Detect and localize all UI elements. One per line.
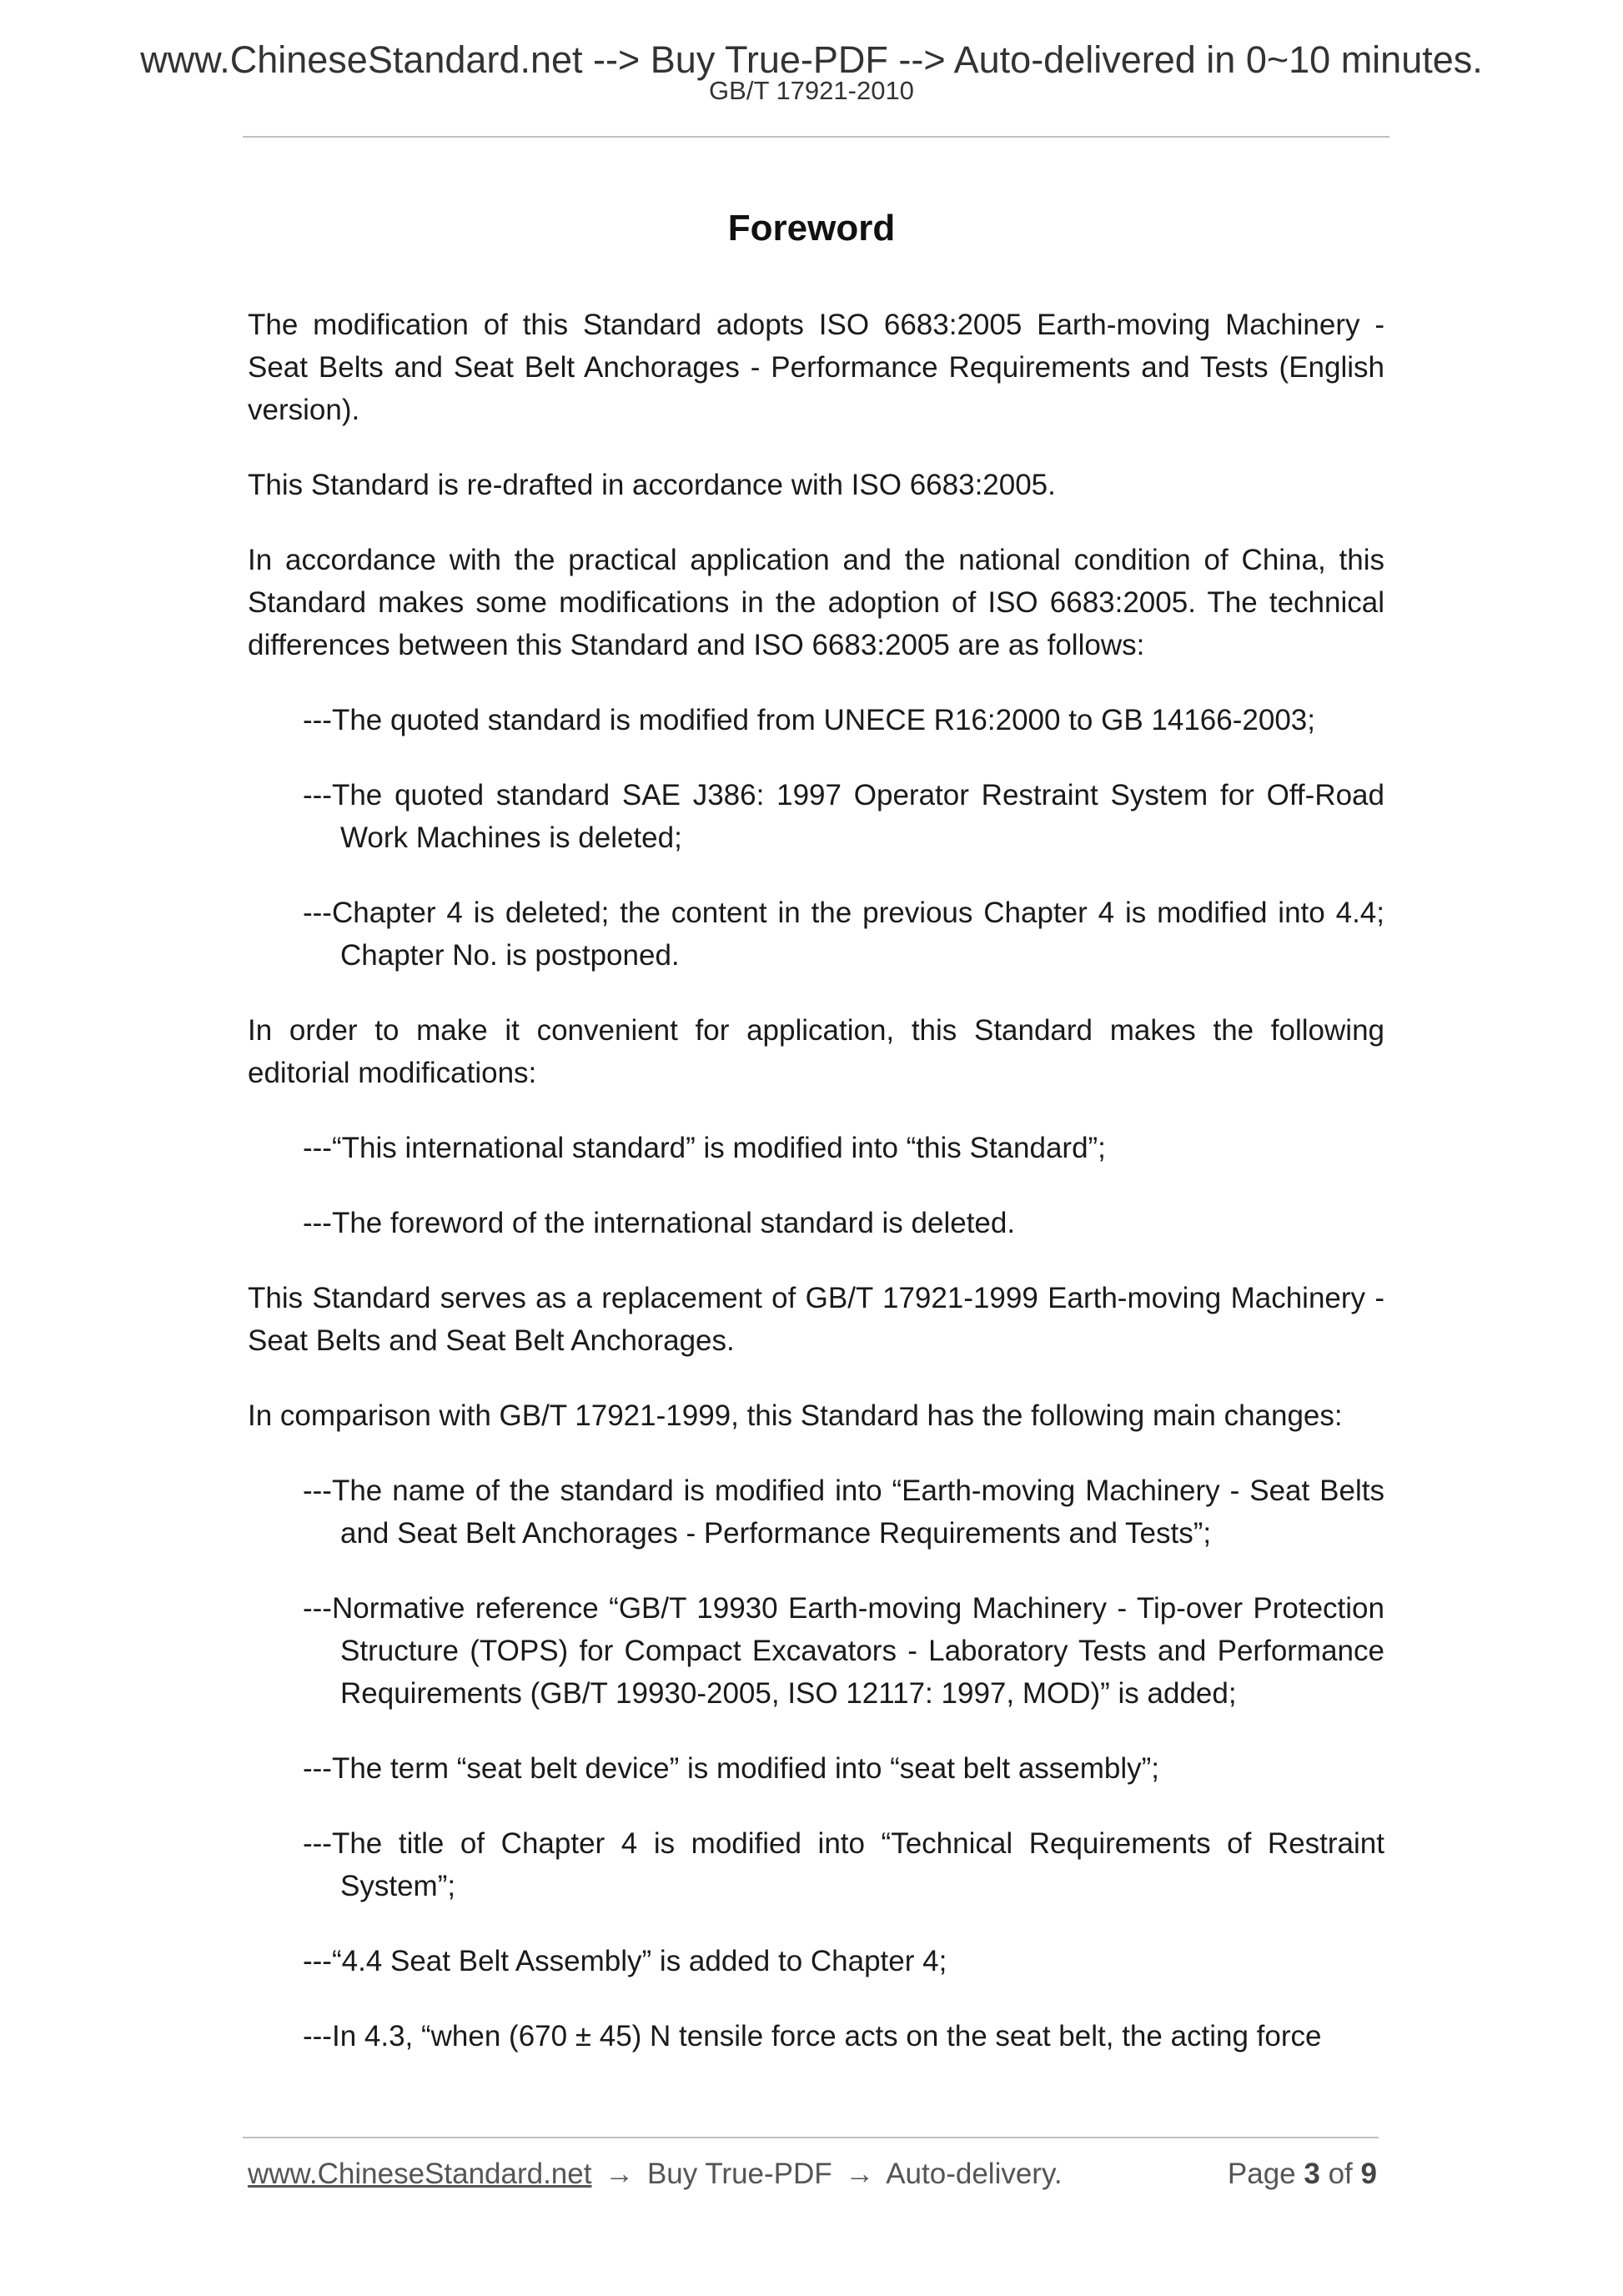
page-label: Page: [1227, 2158, 1296, 2190]
footer-divider: [243, 2137, 1379, 2138]
buy-true-pdf-text: Buy True-PDF: [646, 2158, 832, 2190]
list-item-technical-difference: ---Chapter 4 is deleted; the content in the previous Chapter 4 is modified into 4.4; Chapter No. is postponed.: [303, 897, 1384, 972]
paragraph-main-changes-intro: In comparison with GB/T 17921-1999, this Standard has the following main changes:: [248, 1399, 1343, 1432]
auto-delivery-text: Auto-delivery.: [886, 2158, 1063, 2190]
page-number: 3: [1304, 2158, 1320, 2190]
footer-promo: [248, 2154, 1063, 2194]
list-item-technical-difference: ---The quoted standard is modified from UNECE R16:2000 to GB 14166-2003;: [303, 704, 1315, 736]
paragraph-replacement: This Standard serves as a replacement of GB/T 17921-1999 Earth-moving Machinery - Seat Belts and Seat Belt Anchorages.: [248, 1282, 1384, 1357]
list-item-technical-difference: ---The quoted standard SAE J386: 1997 Operator Restraint System for Off-Road Work Machines is deleted;: [303, 779, 1384, 854]
paragraph-editorial-intro: In order to make it convenient for application, this Standard makes the following editorial modifications:: [248, 1014, 1384, 1089]
standard-code: GB/T 17921-2010: [709, 76, 914, 105]
list-item-main-change: ---The term “seat belt device” is modified into “seat belt assembly”;: [303, 1752, 1160, 1785]
page-footer: [248, 2154, 1382, 2194]
arrow-right-icon: →: [845, 2158, 875, 2190]
document-body: [248, 304, 1384, 2057]
list-item-main-change: ---The name of the standard is modified into “Earth-moving Machinery - Seat Belts and Seat Belt Anchorages - Performance Requirements and Tests”;: [303, 1475, 1384, 1550]
list-item-main-change: ---The title of Chapter 4 is modified into “Technical Requirements of Restraint System”;: [303, 1827, 1384, 1902]
page-title: Foreword: [727, 208, 896, 249]
paragraph-technical-differences-intro: In accordance with the practical application and the national condition of China, this Standard makes some modifications in the adoption of ISO 6683:2005. The technical differences between this Standard and ISO 6683:2005 are as follows:: [248, 544, 1384, 661]
list-item-main-change: ---Normative reference “GB/T 19930 Earth-moving Machinery - Tip-over Protection Structure (TOPS) for Compact Excavators - Laboratory Tests and Performance Requirements (GB/T 19930-2005, ISO 12117: 1997, MOD)” is added;: [303, 1592, 1384, 1710]
of-label: of: [1328, 2158, 1353, 2190]
list-item-main-change: ---“4.4 Seat Belt Assembly” is added to Chapter 4;: [303, 1945, 947, 1977]
list-item-editorial-modification: ---“This international standard” is modified into “this Standard”;: [303, 1132, 1106, 1164]
header-divider: [243, 136, 1389, 138]
page-indicator: [1228, 2154, 1377, 2194]
paragraph-redrafted: This Standard is re-drafted in accordance with ISO 6683:2005.: [248, 469, 1056, 501]
total-pages: 9: [1360, 2158, 1377, 2190]
list-item-editorial-modification: ---The foreword of the international standard is deleted.: [303, 1207, 1016, 1239]
top-banner: www.ChineseStandard.net --> Buy True-PDF --> Auto-delivered in 0~10 minutes.: [140, 38, 1483, 81]
arrow-right-icon: →: [605, 2158, 635, 2190]
paragraph-adoption: The modification of this Standard adopts ISO 6683:2005 Earth-moving Machinery - Seat Belts and Seat Belt Anchorages - Performance Requirements and Tests (English version).: [248, 309, 1384, 426]
website-link[interactable]: www.ChineseStandard.net: [248, 2158, 592, 2190]
list-item-main-change: ---In 4.3, “when (670 ± 45) N tensile force acts on the seat belt, the acting force: [303, 2020, 1322, 2052]
